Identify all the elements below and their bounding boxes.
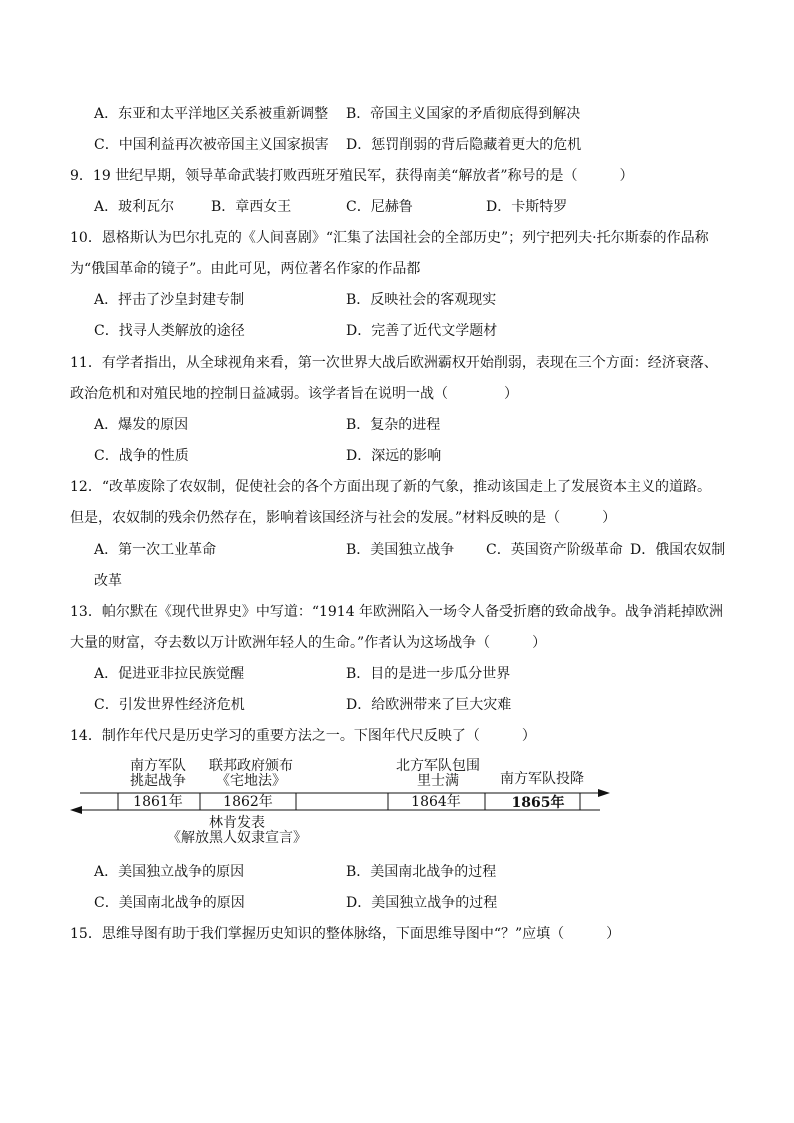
q10-option-d[interactable]: D．完善了近代文学题材 <box>346 323 498 339</box>
timeline-below-line2: 《解放黑人奴隶宣言》 <box>167 830 307 846</box>
q13-option-d[interactable]: D．给欧洲带来了巨大灾难 <box>346 697 512 713</box>
q14-timeline <box>60 755 620 850</box>
q9-option-c[interactable]: C．尼赫鲁 <box>346 199 413 215</box>
timeline-year-1864: 1864年 <box>411 794 461 810</box>
q14-option-b[interactable]: B．美国南北战争的过程 <box>346 864 497 880</box>
q9-option-a[interactable]: A．玻利瓦尔 <box>94 199 175 215</box>
q14-option-d[interactable]: D．美国独立战争的过程 <box>346 895 498 911</box>
q8-option-a[interactable]: A．东亚和太平洋地区关系被重新调整 <box>94 106 329 122</box>
q8-option-c[interactable]: C．中国利益再次被帝国主义国家损害 <box>94 137 329 153</box>
q14-stem: 14．制作年代尺是历史学习的重要方法之一。下图年代尺反映了（ ） <box>70 728 536 744</box>
q11-stem-line1: 11．有学者指出，从全球视角来看，第一次世界大战后欧洲霸权开始削弱，表现在三个方面：经济衰落、 <box>70 355 718 371</box>
q13-option-c[interactable]: C．引发世界性经济危机 <box>94 697 245 713</box>
q8-option-b[interactable]: B．帝国主义国家的矛盾彻底得到解决 <box>346 106 581 122</box>
q13-option-a[interactable]: A．促进亚非拉民族觉醒 <box>94 666 245 682</box>
q12-stem-line2: 但是，农奴制的残余仍然存在，影响着该国经济与社会的发展。”材料反映的是（ ） <box>70 510 617 526</box>
q10-stem-line1: 10．恩格斯认为巴尔扎克的《人间喜剧》“汇集了法国社会的全部历史”；列宁把列夫·托尔斯泰的作品称 <box>70 230 709 246</box>
q9-stem: 9．19 世纪早期，领导革命武装打败西班牙殖民军，获得南美“解放者”称号的是（ ） <box>70 168 634 184</box>
q12-option-c[interactable]: C．英国资产阶级革命 <box>486 542 623 558</box>
q9-option-d[interactable]: D．卡斯特罗 <box>486 199 568 215</box>
q12-stem-line1: 12．“改革废除了农奴制，促使社会的各个方面出现了新的气象，推动该国走上了发展资本主义的道路。 <box>70 479 711 495</box>
q10-option-a[interactable]: A．抨击了沙皇封建专制 <box>94 292 245 308</box>
timeline-event-1864-line1: 北方军队包围 <box>396 758 480 774</box>
q11-option-b[interactable]: B．复杂的进程 <box>346 417 441 433</box>
q12-option-b[interactable]: B．美国独立战争 <box>346 542 455 558</box>
timeline-below-line1: 林肯发表 <box>209 815 265 831</box>
q13-stem-line2: 大量的财富，夺去数以万计欧洲年轻人的生命。”作者认为这场战争（ ） <box>70 635 547 651</box>
q11-stem-line2: 政治危机和对殖民地的控制日益减弱。该学者旨在说明一战（ ） <box>70 386 518 402</box>
timeline-year-1862: 1862年 <box>223 794 273 810</box>
q14-option-c[interactable]: C．美国南北战争的原因 <box>94 895 245 911</box>
q13-stem-line1: 13．帕尔默在《现代世界史》中写道：“1914 年欧洲陷入一场令人备受折磨的致命战争。战争消耗掉欧洲 <box>70 604 724 620</box>
q10-option-b[interactable]: B．反映社会的客观现实 <box>346 292 497 308</box>
timeline-left-arrow <box>70 806 82 814</box>
timeline-year-1861: 1861年 <box>133 794 183 810</box>
q11-option-d[interactable]: D．深远的影响 <box>346 448 442 464</box>
q8-option-d[interactable]: D．惩罚削弱的背后隐藏着更大的危机 <box>346 137 582 153</box>
timeline-year-1865: 1865年 <box>511 795 565 811</box>
timeline-event-1862-line1: 联邦政府颁布 <box>209 758 293 774</box>
timeline-event-1864-line2: 里士满 <box>417 773 459 789</box>
q15-stem: 15．思维导图有助于我们掌握历史知识的整体脉络，下面思维导图中“？”应填（ ） <box>70 926 621 942</box>
q12-option-a[interactable]: A．第一次工业革命 <box>94 542 217 558</box>
q10-option-c[interactable]: C．找寻人类解放的途径 <box>94 323 245 339</box>
timeline-event-1865: 南方军队投降 <box>500 771 584 787</box>
q12-option-d-continuation: 改革 <box>94 573 122 589</box>
timeline-event-1862-line2: 《宅地法》 <box>216 773 286 789</box>
q12-option-d[interactable]: D．俄国农奴制 <box>630 542 726 558</box>
timeline-right-arrow <box>598 789 610 797</box>
timeline-event-1861-line2: 挑起战争 <box>130 773 186 789</box>
q11-option-a[interactable]: A．爆发的原因 <box>94 417 189 433</box>
timeline-event-1861-line1: 南方军队 <box>130 758 186 774</box>
q14-option-a[interactable]: A．美国独立战争的原因 <box>94 864 245 880</box>
q10-stem-line2: 为“俄国革命的镜子”。由此可见，两位著名作家的作品都 <box>70 261 421 277</box>
q13-option-b[interactable]: B．目的是进一步瓜分世界 <box>346 666 511 682</box>
q11-option-c[interactable]: C．战争的性质 <box>94 448 189 464</box>
q9-option-b[interactable]: B．章西女王 <box>211 199 292 215</box>
